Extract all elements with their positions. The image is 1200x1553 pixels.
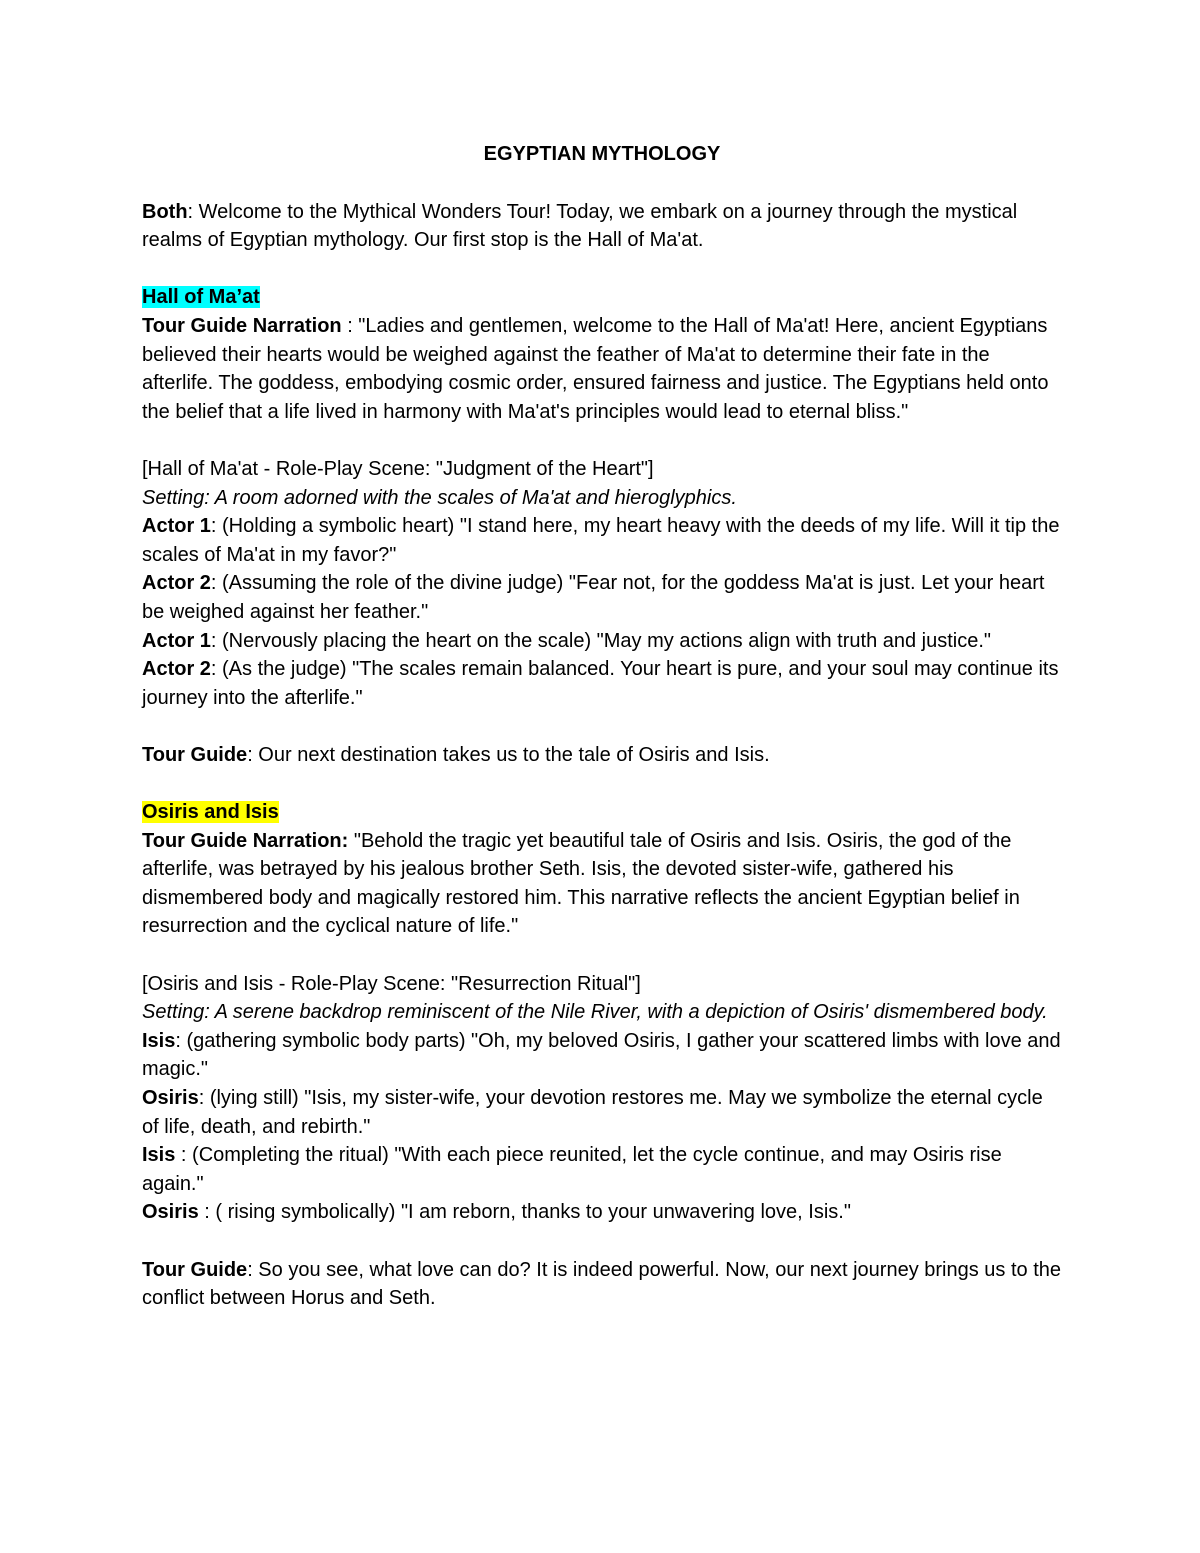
dialogue-text: : (gathering symbolic body parts) "Oh, my beloved Osiris, I gather your scattered limbs with love and magic." (142, 1029, 1061, 1081)
dialogue-text: : (lying still) "Isis, my sister-wife, your devotion restores me. May we symbolize the eternal cycle of life, death, and rebirth." (142, 1087, 1043, 1138)
tour-guide-transition (142, 1256, 1062, 1313)
speaker-label: Osiris (142, 1201, 199, 1224)
scene-title: [Hall of Ma'at - Role-Play Scene: "Judgment of the Heart"] (142, 457, 654, 480)
dialogue-line (142, 655, 1062, 712)
dialogue-line (142, 1198, 1062, 1227)
narration-paragraph (142, 827, 1062, 941)
spacer (142, 712, 1062, 741)
intro-text: : Welcome to the Mythical Wonders Tour! Today, we embark on a journey through the mystical realms of Egyptian mythology. Our first stop is the Hall of Ma'at. (142, 200, 1018, 252)
spacer (142, 769, 1062, 798)
speaker-label: Isis (142, 1029, 176, 1052)
speaker-label: Actor 2 (142, 572, 211, 595)
dialogue-text: : ( rising symbolically) "I am reborn, thanks to your unwavering love, Isis." (198, 1201, 851, 1224)
dialogue-text: : (Completing the ritual) "With each piece reunited, let the cycle continue, and may Osiris rise again." (142, 1144, 1002, 1195)
scene-title: [Osiris and Isis - Role-Play Scene: "Resurrection Ritual"] (142, 972, 641, 995)
speaker-label: Actor 1 (142, 515, 211, 538)
spacer (142, 941, 1062, 970)
dialogue-line (142, 569, 1062, 626)
highlighted-heading: Hall of Ma’at (142, 286, 260, 309)
dialogue-text: : (Nervously placing the heart on the scale) "May my actions align with truth and justice." (210, 629, 992, 652)
transition-text: : Our next destination takes us to the tale of Osiris and Isis. (247, 743, 770, 766)
scene-setting: Setting: A room adorned with the scales of Ma'at and hieroglyphics. (142, 486, 737, 509)
intro-paragraph (142, 198, 1062, 255)
speaker-label: Both (142, 200, 188, 223)
narration-text: "Behold the tragic yet beautiful tale of Osiris and Isis. Osiris, the god of the afterlife, was betrayed by his jealous brother Seth. Isis, the devoted sister-wife, gathered his dismembered body and magically restored him. This narrative reflects the ancient Egyptian belief in resurrection and the cyclical nature of life." (142, 829, 1020, 938)
speaker-label: Osiris (142, 1087, 199, 1109)
spacer (142, 255, 1062, 284)
dialogue-line (142, 627, 1062, 656)
dialogue-line (142, 1141, 1062, 1198)
spacer (142, 426, 1062, 455)
dialogue-text: : (As the judge) "The scales remain balanced. Your heart is pure, and your soul may continue its journey into the afterlife." (142, 658, 1059, 709)
narration-text: : "Ladies and gentlemen, welcome to the Hall of Ma'at! Here, ancient Egyptians believed their hearts would be weighed against the feather of Ma'at to determine their fate in the afterlife. The goddess, embodying cosmic order, ensured fairness and justice. The Egyptians held onto the belief that a life lived in harmony with Ma'at's principles would lead to eternal bliss." (142, 314, 1049, 423)
tour-guide-transition (142, 741, 1062, 770)
highlighted-heading: Osiris and Isis (142, 801, 279, 824)
narration-label: Tour Guide Narration (142, 314, 342, 337)
scene-setting: Setting: A serene backdrop reminiscent of the Nile River, with a depiction of Osiris' dismembered body. (142, 1001, 1048, 1024)
dialogue-line (142, 1084, 1062, 1141)
document-title: EGYPTIAN MYTHOLOGY (483, 143, 721, 165)
speaker-label: Isis (142, 1144, 176, 1167)
section-heading-hall-of-maat (142, 283, 1062, 312)
dialogue-line (142, 1027, 1062, 1084)
document-page (142, 140, 1062, 1313)
speaker-label: Actor 2 (142, 658, 211, 681)
speaker-label: Tour Guide (142, 743, 248, 766)
speaker-label: Tour Guide (142, 1258, 248, 1281)
section-heading-osiris-and-isis (142, 798, 1062, 827)
narration-paragraph (142, 312, 1062, 426)
speaker-label: Actor 1 (142, 629, 211, 652)
spacer (142, 1227, 1062, 1256)
narration-label: Tour Guide Narration: (142, 829, 349, 852)
transition-text: : So you see, what love can do? It is indeed powerful. Now, our next journey brings us to the conflict between Horus and Seth. (142, 1258, 1061, 1310)
dialogue-line (142, 512, 1062, 569)
dialogue-text: : (Holding a symbolic heart) "I stand here, my heart heavy with the deeds of my life. Will it tip the scales of Ma'at in my favor?" (142, 515, 1060, 566)
dialogue-text: : (Assuming the role of the divine judge) "Fear not, for the goddess Ma'at is just. Let your heart be weighed against her feather." (142, 572, 1045, 623)
